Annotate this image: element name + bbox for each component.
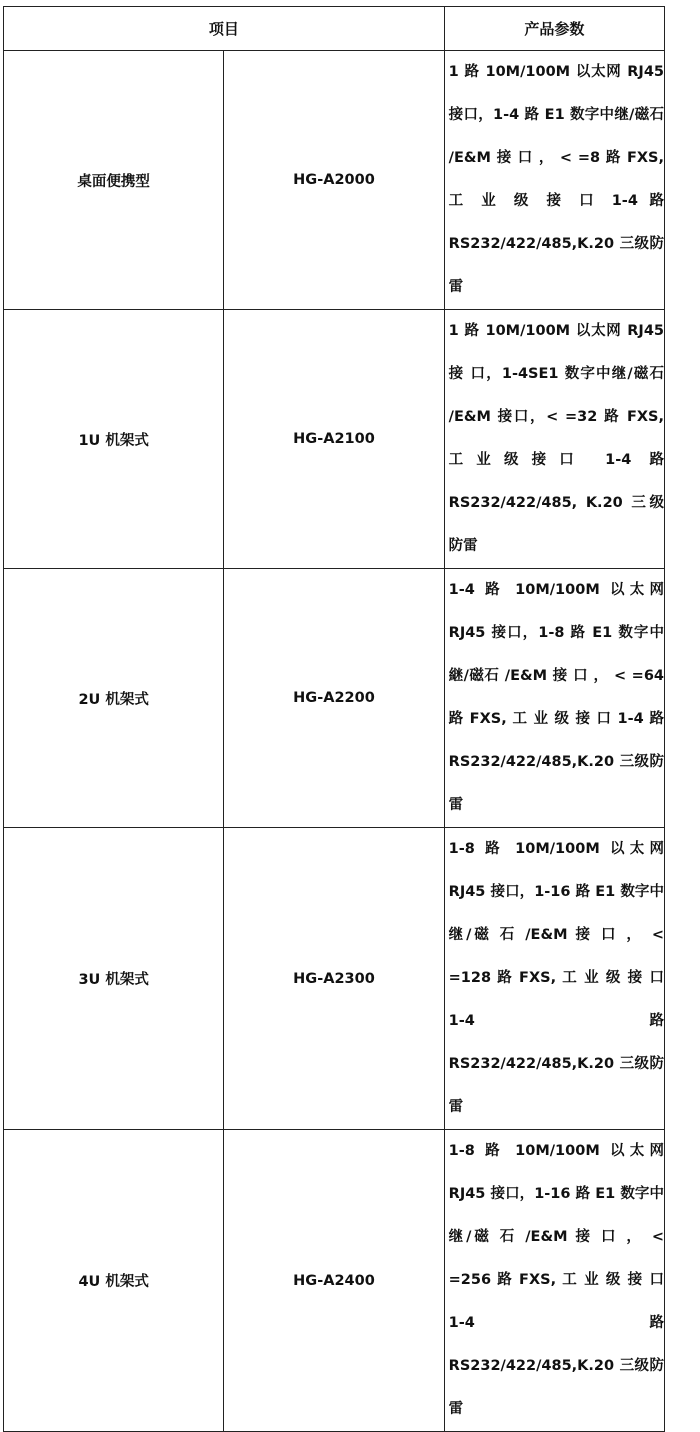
row-category: 桌面便携型 bbox=[4, 51, 224, 310]
row-params: 1 路 10M/100M 以太网 RJ45 接口，1-4 路 E1 数字中继/磁石 /E&M 接 口 ， < =8 路 FXS, 工 业 级 接 口 1-4 路 RS232/422/485,K.20 三级防雷 bbox=[444, 51, 664, 310]
row-model: HG-A2400 bbox=[224, 1130, 444, 1432]
row-params: 1-4 路 10M/100M 以太网 RJ45 接口，1-8 路 E1 数字中継/磁石 /E&M 接 口 ， < =64 路 FXS, 工 业 级 接 口 1-4 路 RS232/422/485,K.20 三级防雷 bbox=[444, 569, 664, 828]
table-row bbox=[4, 1130, 665, 1432]
header-params: 产品参数 bbox=[444, 7, 664, 51]
row-params: 1-8 路 10M/100M 以太网 RJ45 接口，1-16 路 E1 数字中继/磁 石 /E&M 接 口 ， < =256 路 FXS, 工 业 级 接 口 1-4 路 RS232/422/485,K.20 三级防雷 bbox=[444, 1130, 664, 1432]
row-params: 1 路 10M/100M 以太网 RJ45 接 口，1-4SE1 数字中继/磁石 /E&M 接口，< =32 路 FXS,工业级接口 1-4 路 RS232/422/485, K.20 三级防雷 bbox=[444, 310, 664, 569]
product-spec-sheet bbox=[3, 6, 665, 1432]
row-model: HG-A2100 bbox=[224, 310, 444, 569]
row-category: 1U 机架式 bbox=[4, 310, 224, 569]
row-model: HG-A2200 bbox=[224, 569, 444, 828]
header-item: 项目 bbox=[4, 7, 445, 51]
table-row bbox=[4, 310, 665, 569]
row-model: HG-A2300 bbox=[224, 828, 444, 1130]
product-spec-table bbox=[3, 6, 665, 1432]
row-category: 4U 机架式 bbox=[4, 1130, 224, 1432]
row-params: 1-8 路 10M/100M 以太网 RJ45 接口，1-16 路 E1 数字中继/磁 石 /E&M 接 口 ， < =128 路 FXS, 工 业 级 接 口 1-4 路 RS232/422/485,K.20 三级防雷 bbox=[444, 828, 664, 1130]
header-row bbox=[4, 7, 665, 51]
table-row bbox=[4, 51, 665, 310]
row-model: HG-A2000 bbox=[224, 51, 444, 310]
table-row bbox=[4, 828, 665, 1130]
table-row bbox=[4, 569, 665, 828]
row-category: 2U 机架式 bbox=[4, 569, 224, 828]
row-category: 3U 机架式 bbox=[4, 828, 224, 1130]
